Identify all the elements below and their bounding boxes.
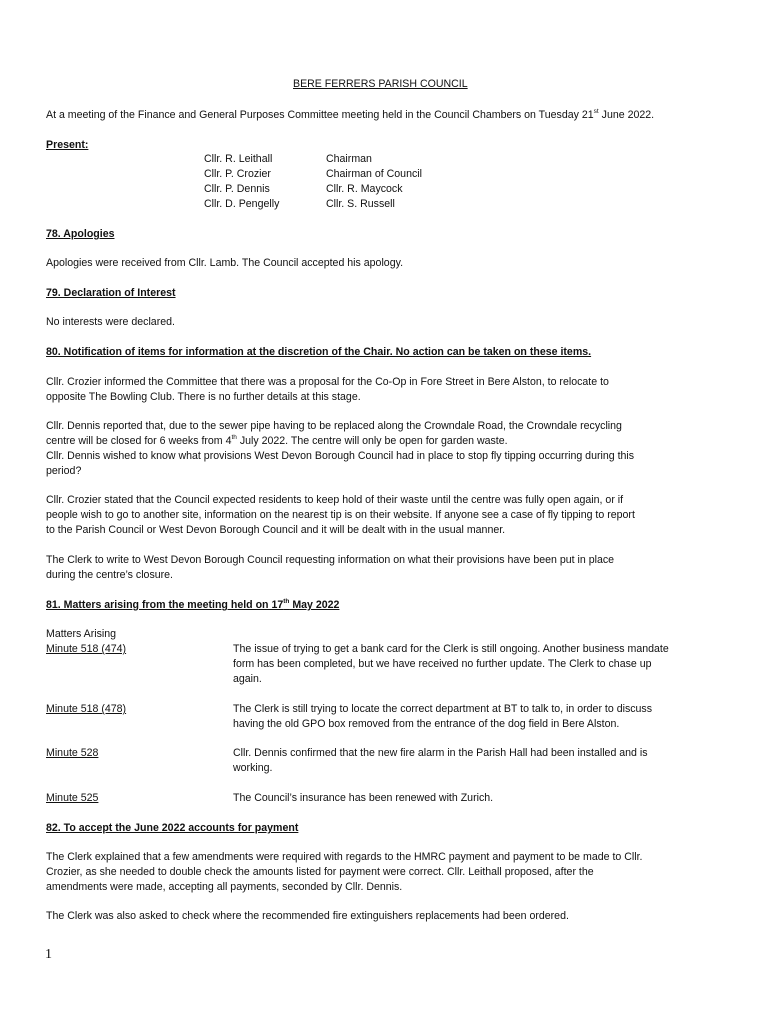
paragraph-line: to the Parish Council or West Devon Borough Council and it will be dealt with in the usual manner. (46, 524, 506, 536)
present-heading: Present: (46, 139, 89, 151)
paragraph-line: The Clerk to write to West Devon Borough Council requesting information on what their provisions have been put in place (46, 554, 615, 566)
attendee-role: Cllr. R. Maycock (326, 183, 403, 195)
minute-reference: Minute 518 (478) (46, 703, 127, 715)
paragraph-line: The Clerk was also asked to check where the recommended fire extinguishers replacements had been ordered. (46, 910, 569, 922)
minute-text-line: again. (233, 673, 262, 685)
section-82-heading: 82. To accept the June 2022 accounts for payment (46, 822, 299, 834)
minute-text-line: working. (233, 762, 273, 774)
minute-reference: Minute 518 (474) (46, 643, 127, 655)
attendee-name: Cllr. P. Dennis (204, 183, 270, 195)
minute-text-line: The issue of trying to get a bank card for the Clerk is still ongoing. Another business mandate (233, 643, 669, 655)
section-78-text: Apologies were received from Cllr. Lamb. The Council accepted his apology. (46, 257, 404, 269)
attendee-role: Cllr. S. Russell (326, 198, 395, 210)
section-81-heading: 81. Matters arising from the meeting held on 17th May 2022 (46, 598, 340, 611)
minute-text-line: form has been completed, but we have received no further update. The Clerk to chase up (233, 658, 652, 670)
paragraph-line: Crozier, as she needed to double check the amounts listed for payment were correct. Cllr. Leithall proposed, after the (46, 866, 594, 878)
meeting-intro: At a meeting of the Finance and General Purposes Committee meeting held in the Council Chambers on Tuesday 21st June 2022. (46, 108, 655, 121)
matters-arising-label: Matters Arising (46, 628, 117, 640)
document-title: BERE FERRERS PARISH COUNCIL (293, 78, 468, 90)
section-78-heading: 78. Apologies (46, 228, 115, 240)
minute-reference: Minute 525 (46, 792, 99, 804)
paragraph-line: during the centre’s closure. (46, 569, 174, 581)
section-79-heading: 79. Declaration of Interest (46, 287, 176, 299)
minute-text-line: having the old GPO box removed from the entrance of the dog field in Bere Alston. (233, 718, 620, 730)
attendee-name: Cllr. R. Leithall (204, 153, 273, 165)
minute-text-line: Cllr. Dennis confirmed that the new fire alarm in the Parish Hall had been installed and is (233, 747, 648, 759)
minute-text-line: The Clerk is still trying to locate the correct department at BT to talk to, in order to discuss (233, 703, 653, 715)
minute-reference: Minute 528 (46, 747, 99, 759)
paragraph-line: Cllr. Crozier informed the Committee that there was a proposal for the Co-Op in Fore Street in Bere Alston, to relocate to (46, 376, 609, 388)
paragraph-line: amendments were made, accepting all payments, seconded by Cllr. Dennis. (46, 881, 403, 893)
paragraph-line: centre will be closed for 6 weeks from 4th July 2022. The centre will only be open for garden waste. (46, 434, 508, 447)
page-number: 1 (45, 947, 52, 962)
paragraph-line: Cllr. Dennis wished to know what provisions West Devon Borough Council had in place to stop fly tipping occurring during this (46, 450, 635, 462)
paragraph-line: Cllr. Dennis reported that, due to the sewer pipe having to be replaced along the Crowndale Road, the Crowndale recycling (46, 420, 622, 432)
section-80-heading: 80. Notification of items for information at the discretion of the Chair. No action can be taken on these items. (46, 346, 592, 358)
paragraph-line: period? (46, 465, 82, 477)
paragraph-line: Cllr. Crozier stated that the Council expected residents to keep hold of their waste until the centre was fully open again, or if (46, 494, 624, 506)
attendee-name: Cllr. P. Crozier (204, 168, 271, 180)
minute-text-line: The Council’s insurance has been renewed with Zurich. (233, 792, 494, 804)
section-79-text: No interests were declared. (46, 316, 175, 328)
attendee-role: Chairman (326, 153, 372, 165)
paragraph-line: The Clerk explained that a few amendments were required with regards to the HMRC payment and payment to be made to Cllr. (46, 851, 643, 863)
paragraph-line: opposite The Bowling Club. There is no further details at this stage. (46, 391, 361, 403)
attendee-name: Cllr. D. Pengelly (204, 198, 280, 210)
paragraph-line: people wish to go to another site, information on the nearest tip is on their website. If anyone see a case of fly tipping to report (46, 509, 635, 521)
attendee-role: Chairman of Council (326, 168, 422, 180)
